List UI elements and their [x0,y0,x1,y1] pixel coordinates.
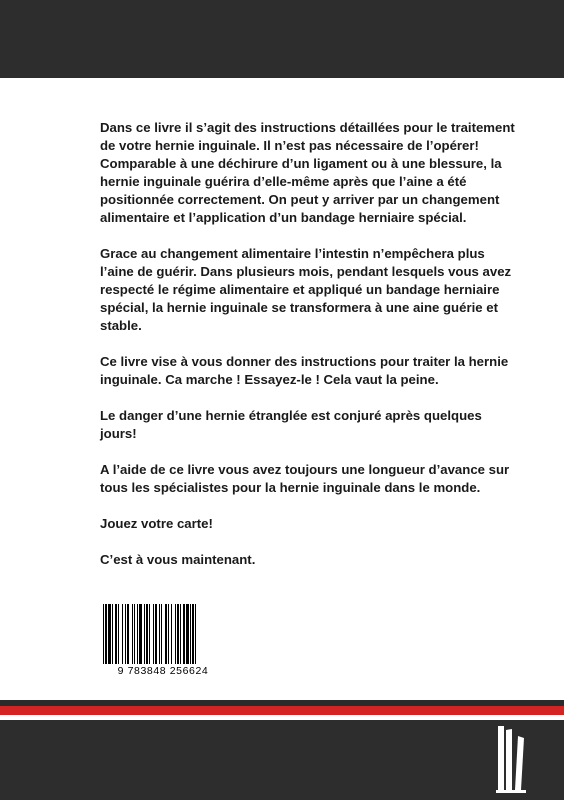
barcode-bar [195,604,196,664]
barcode-bar [190,604,191,664]
barcode-bar [144,604,145,664]
barcode-bar [186,604,189,664]
paragraph-danger: Le danger d’une hernie étranglée est conjuré après quelques jours! [100,408,482,441]
barcode-bar [149,604,150,664]
paragraph-intro: Dans ce livre il s’agit des instructions détaillées pour le traitement de votre hernie inguinale. Il n’est pas nécessaire de l’opérer! Comparable à une déchirure d’un ligament ou à une blessure, la hernie inguinale guérira d’elle-même après que l’aine a été positionnée correctement. On peut y arriver par un changement alimentaire et l’application d’un bandage herniaire spécial. [100,120,515,225]
barcode-bar [192,604,194,664]
barcode-bar [177,604,179,664]
stripe-red [0,706,564,715]
barcode-bar [165,604,167,664]
barcode-bar [139,604,142,664]
back-cover-text [100,119,520,587]
barcode-bar [103,604,104,664]
barcode-bar [180,604,181,664]
barcode-bar [171,604,172,664]
bottom-dark-band [0,720,564,800]
paragraph-purpose: Ce livre vise à vous donner des instructions pour traiter la hernie inguinale. Ca marche ! Essayez-le ! Cela vaut la peine. [100,354,509,387]
barcode-bar [112,604,113,664]
barcode-bar [125,604,126,664]
barcode-bars [99,604,227,666]
barcode-bar [159,604,160,664]
barcode-bar [137,604,138,664]
barcode-bar [146,604,148,664]
barcode-bar [168,604,169,664]
barcode-bar [132,604,133,664]
paragraph-play-card: Jouez votre carte! [100,516,213,531]
barcode-bar [122,604,123,664]
barcode-bar [105,604,107,664]
barcode-bar [127,604,129,664]
barcode-bar [175,604,176,664]
barcode-bar [115,604,117,664]
barcode-bar [183,604,185,664]
isbn-barcode [99,604,227,678]
barcode-bar [155,604,157,664]
barcode-bar [161,604,162,664]
barcode-bar [153,604,154,664]
top-dark-band [0,0,564,78]
barcode-bar [108,604,111,664]
paragraph-diet: Grace au changement alimentaire l’intestin n’empêchera plus l’aine de guérir. Dans plusieurs mois, pendant lesquels vous avez respecté le régime alimentaire et appliqué un bandage herniaire spécial, la hernie inguinale se transformera à une aine guérie et stable. [100,246,512,333]
barcode-bar [134,604,135,664]
isbn-number: 9 783848 256624 [117,665,209,677]
paragraph-your-turn: C’est à vous maintenant. [100,552,256,567]
barcode-bar [118,604,119,664]
paragraph-advance: A l’aide de ce livre vous avez toujours une longueur d’avance sur tous les spécialistes pour la hernie inguinale dans le monde. [100,462,510,495]
stacked-books-logo-icon [488,720,548,800]
